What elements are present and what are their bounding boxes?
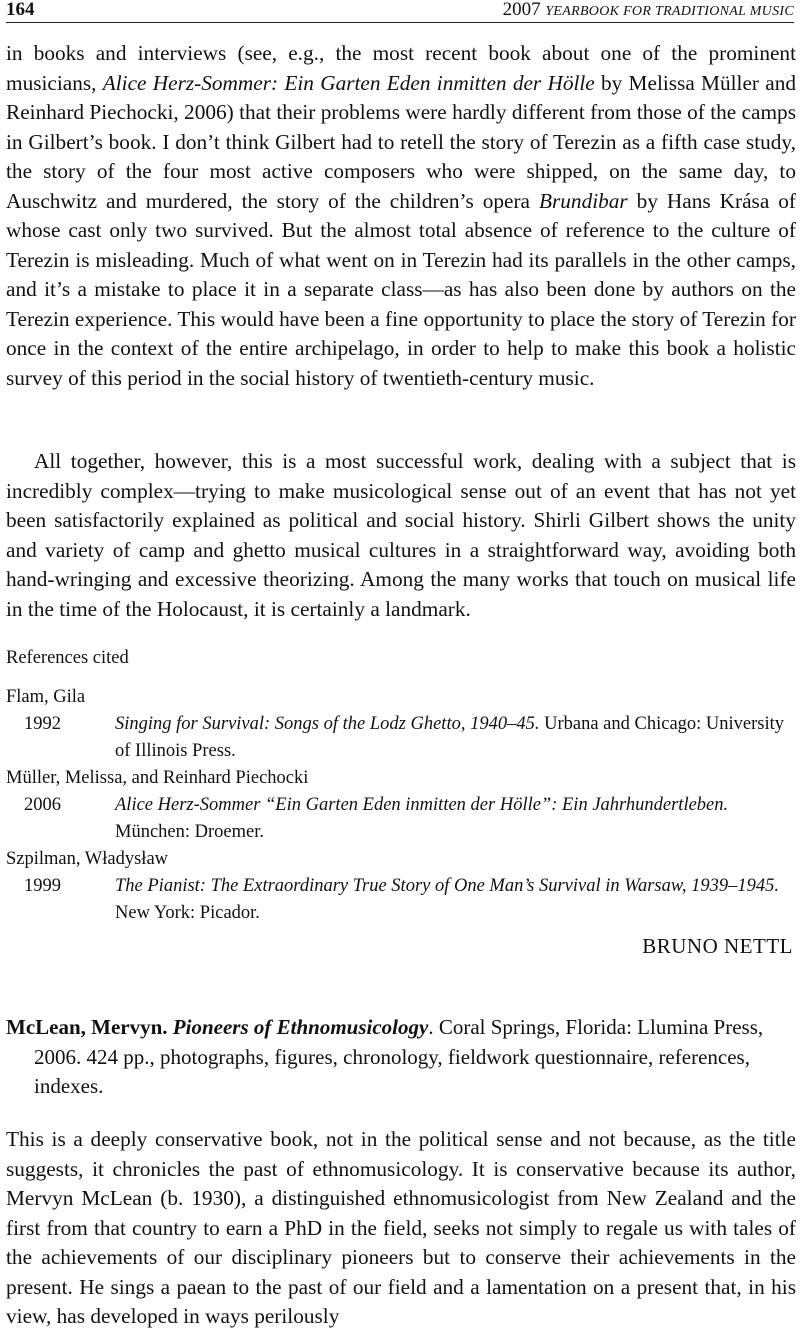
- book-title: Alice Herz-Sommer: Ein Garten Eden inmitten der Hölle: [102, 70, 595, 95]
- review-heading: [6, 1013, 796, 1102]
- reference-entry: [6, 711, 796, 765]
- reference-year: 1999: [24, 876, 61, 896]
- reference-title: Singing for Survival: Songs of the Lodz Ghetto, 1940–45.: [115, 714, 540, 734]
- reference-author: Szpilman, Władysław: [6, 849, 169, 869]
- reviewer-signature: BRUNO NETTL: [642, 934, 793, 958]
- running-head-year: 2007: [502, 0, 546, 20]
- references-list: [6, 684, 796, 927]
- review-paragraph-3: This is a deeply conservative book, not in the political sense and not because, as the title suggests, it chronicles the past of ethnomusicology. It is conservative because its author, Mervyn McLean (b. 1930), a distinguished ethnomusicologist from New Zealand and the first from that country to earn a PhD in the field, seeks not simply to regale us with tales of the achievements of our disciplinary pioneers but to conserve their achievements in the present. He sings a paean to the past of our field and a lamentation on a present that, in his view, has developed in ways perilously: [6, 1127, 796, 1328]
- reference-title: The Pianist: The Extraordinary True Story of One Man’s Survival in Warsaw, 1939–1945.: [115, 876, 779, 896]
- reference-publisher: München: Droemer.: [115, 822, 264, 842]
- reference-entry: [6, 873, 796, 927]
- text-run: by Hans Krása of whose cast only two survived. But the almost total absence of reference to the culture of Terezin is misleading. Much of what went on in Terezin had its parallels in the other camps, and it’s a mistake to place it in a separate class—as has also been done by authors on the Terezin experience. This would have been a fine opportunity to place the story of Terezin for once in the context of the entire archipelago, in order to help to make this book a holistic survey of this period in the social history of twentieth-century music.: [6, 188, 796, 390]
- reference-entry: [6, 792, 796, 846]
- reviewed-author: McLean, Mervyn.: [6, 1015, 168, 1039]
- reference-title: Alice Herz-Sommer “Ein Garten Eden inmitten der Hölle”: Ein Jahrhundertleben.: [115, 795, 729, 815]
- references-heading: References cited: [6, 648, 129, 668]
- text-run: in books and interviews (see, e.g., the most recent book about one of the prominent musicians,: [6, 41, 796, 95]
- reviewed-book-details: . Coral Springs, Florida: Llumina Press, 2006. 424 pp., photographs, figures, chronology, fieldwork questionnaire, references, indexes.: [34, 1015, 764, 1098]
- reference-publisher: Urbana and Chicago: University of Illinois Press.: [115, 714, 785, 761]
- reference-author: Müller, Melissa, and Reinhard Piechocki: [6, 768, 309, 788]
- page-number: 164: [6, 0, 35, 20]
- review-paragraph-1: [6, 39, 796, 393]
- reviewed-book-title: Pioneers of Ethnomusicology: [172, 1015, 429, 1039]
- reference-year: 1992: [24, 714, 61, 734]
- reference-year: 2006: [24, 795, 61, 815]
- reference-author: Flam, Gila: [6, 687, 86, 707]
- review-paragraph-2: All together, however, this is a most successful work, dealing with a subject that is incredibly complex—trying to make musicological sense out of an event that has not yet been satisfactorily explained as political and social history. Shirli Gilbert shows the unity and variety of camp and ghetto musical cultures in a straightforward way, avoiding both hand-wringing and excessive theorizing. Among the many works that touch on musical life in the time of the Holocaust, it is certainly a landmark.: [6, 449, 796, 621]
- running-head-title: YEARBOOK FOR TRADITIONAL MUSIC: [545, 4, 794, 19]
- running-head: [503, 0, 794, 22]
- opera-title: Brundibar: [538, 188, 628, 213]
- page-header: [6, 0, 794, 23]
- text-run: by Melissa Müller and Reinhard Piechocki, 2006) that their problems were hardly different from those of the camps in Gilbert’s book. I don’t think Gilbert had to retell the story of Terezin as a fifth case study, the story of the four most active composers who were shipped, on the same day, to Auschwitz and murdered, the story of the children’s opera: [6, 70, 797, 213]
- reference-publisher: New York: Picador.: [115, 903, 260, 923]
